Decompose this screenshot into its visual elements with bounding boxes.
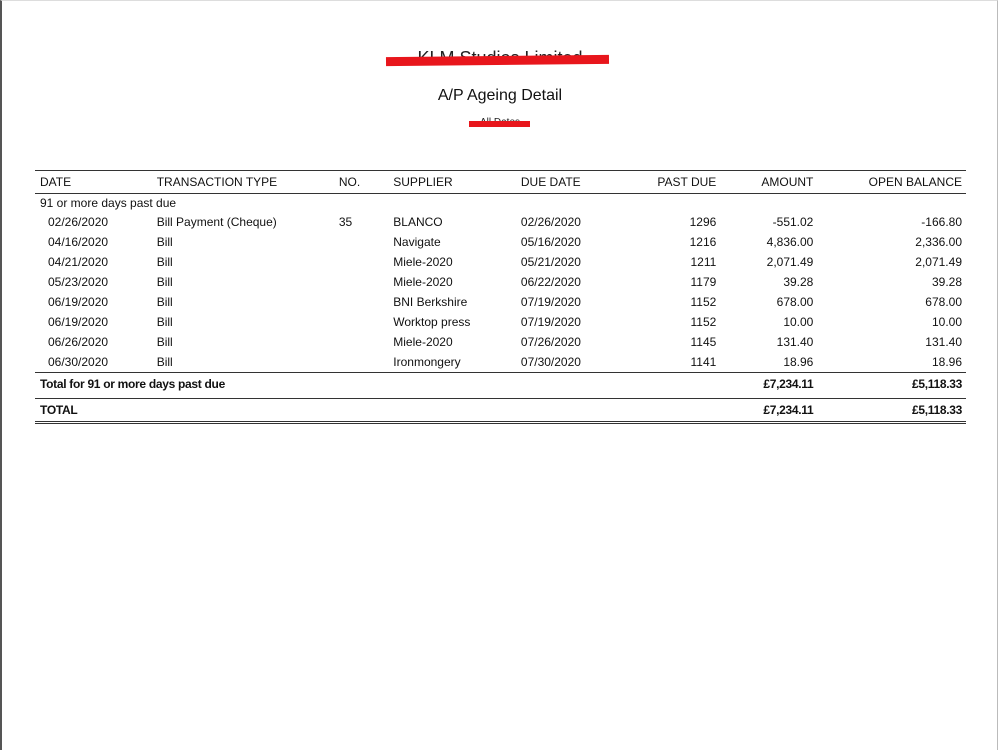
subtotal-row bbox=[35, 373, 966, 396]
cell-no bbox=[339, 232, 393, 252]
subtotal-past-due bbox=[619, 373, 720, 396]
redaction-mark bbox=[469, 121, 530, 127]
cell-date: 04/16/2020 bbox=[48, 235, 109, 249]
cell-amount: 39.28 bbox=[783, 275, 814, 289]
cell-date: 05/23/2020 bbox=[48, 275, 109, 289]
cell-date: 06/19/2020 bbox=[48, 295, 109, 309]
cell-open-balance: 2,336.00 bbox=[915, 235, 962, 249]
col-supplier[interactable]: SUPPLIER bbox=[393, 171, 521, 194]
cell-no bbox=[339, 252, 393, 272]
cell-open-balance: 678.00 bbox=[925, 295, 962, 309]
cell-supplier: Miele-2020 bbox=[393, 255, 453, 269]
total-past-due bbox=[619, 399, 720, 423]
table-row[interactable] bbox=[35, 232, 966, 252]
cell-transaction-type[interactable]: Bill bbox=[156, 295, 173, 309]
cell-due-date: 07/19/2020 bbox=[520, 315, 581, 329]
cell-due-date: 06/22/2020 bbox=[520, 275, 581, 289]
cell-open-balance: 131.40 bbox=[925, 335, 962, 349]
cell-transaction-type[interactable]: Bill bbox=[156, 315, 173, 329]
cell-transaction-type[interactable]: Bill bbox=[156, 275, 173, 289]
cell-due-date: 02/26/2020 bbox=[520, 215, 581, 229]
cell-amount: 678.00 bbox=[776, 295, 814, 309]
cell-amount: 2,071.49 bbox=[766, 255, 814, 269]
cell-open-balance: 10.00 bbox=[931, 315, 962, 329]
cell-past-due: 1145 bbox=[690, 335, 717, 349]
col-due-date[interactable]: DUE DATE bbox=[521, 171, 619, 194]
cell-past-due: 1216 bbox=[689, 235, 717, 249]
cell-transaction-type[interactable]: Bill bbox=[156, 255, 173, 269]
cell-date: 06/26/2020 bbox=[48, 335, 109, 349]
table-row[interactable] bbox=[35, 332, 966, 352]
table-row[interactable] bbox=[35, 252, 966, 272]
table-row[interactable] bbox=[35, 212, 966, 232]
cell-past-due: 1152 bbox=[690, 315, 717, 329]
subtotal-open-balance: £5,118.33 bbox=[817, 373, 966, 396]
col-no[interactable]: NO. bbox=[339, 171, 393, 194]
cell-supplier: BNI Berkshire bbox=[393, 295, 468, 309]
cell-no bbox=[339, 312, 393, 332]
cell-past-due: 1296 bbox=[689, 215, 717, 229]
group-header-row bbox=[35, 194, 966, 213]
total-label: TOTAL bbox=[35, 399, 619, 423]
cell-no bbox=[339, 272, 393, 292]
cell-amount: 4,836.00 bbox=[766, 235, 814, 249]
cell-supplier: Ironmongery bbox=[393, 355, 461, 369]
cell-date: 06/30/2020 bbox=[48, 355, 109, 369]
cell-amount: 18.96 bbox=[783, 355, 814, 369]
group-label[interactable]: 91 or more days past due bbox=[40, 196, 177, 210]
ageing-table bbox=[35, 170, 966, 424]
cell-due-date: 07/30/2020 bbox=[520, 355, 581, 369]
table-row[interactable] bbox=[35, 352, 966, 373]
cell-date: 06/19/2020 bbox=[48, 315, 109, 329]
cell-due-date: 07/26/2020 bbox=[520, 335, 581, 349]
cell-open-balance: 18.96 bbox=[931, 355, 962, 369]
cell-past-due: 1179 bbox=[690, 275, 717, 289]
cell-amount: 10.00 bbox=[783, 315, 814, 329]
cell-no bbox=[339, 352, 393, 373]
cell-transaction-type[interactable]: Bill Payment (Cheque) bbox=[156, 215, 277, 229]
cell-transaction-type[interactable]: Bill bbox=[156, 335, 173, 349]
cell-open-balance: 39.28 bbox=[931, 275, 962, 289]
col-amount[interactable]: AMOUNT bbox=[720, 171, 817, 194]
cell-transaction-type[interactable]: Bill bbox=[156, 235, 173, 249]
header-row bbox=[35, 171, 966, 194]
cell-due-date: 05/16/2020 bbox=[520, 235, 581, 249]
cell-past-due: 1152 bbox=[690, 295, 717, 309]
cell-amount: -551.02 bbox=[772, 215, 814, 229]
table-row[interactable] bbox=[35, 312, 966, 332]
cell-date: 04/21/2020 bbox=[48, 255, 109, 269]
col-past-due[interactable]: PAST DUE bbox=[619, 171, 720, 194]
cell-due-date: 07/19/2020 bbox=[520, 295, 581, 309]
cell-past-due: 1141 bbox=[690, 355, 717, 369]
cell-no: 35 bbox=[338, 215, 353, 229]
cell-past-due: 1211 bbox=[690, 255, 717, 269]
cell-date: 02/26/2020 bbox=[48, 215, 109, 229]
total-open-balance: £5,118.33 bbox=[817, 399, 966, 423]
cell-no bbox=[339, 292, 393, 312]
cell-supplier: Miele-2020 bbox=[393, 335, 453, 349]
col-open-balance[interactable]: OPEN BALANCE bbox=[817, 171, 966, 194]
table-row[interactable] bbox=[35, 272, 966, 292]
cell-due-date: 05/21/2020 bbox=[520, 255, 581, 269]
total-amount: £7,234.11 bbox=[720, 399, 817, 423]
grand-total-row bbox=[35, 399, 966, 423]
subtotal-amount: £7,234.11 bbox=[720, 373, 817, 396]
cell-supplier: Navigate bbox=[393, 235, 441, 249]
cell-supplier: BLANCO bbox=[393, 215, 443, 229]
report-title: A/P Ageing Detail bbox=[437, 87, 563, 104]
col-date[interactable]: DATE bbox=[35, 171, 157, 194]
col-transaction-type[interactable]: TRANSACTION TYPE bbox=[157, 171, 339, 194]
table-row[interactable] bbox=[35, 292, 966, 312]
cell-open-balance: -166.80 bbox=[921, 215, 962, 229]
cell-transaction-type[interactable]: Bill bbox=[156, 355, 173, 369]
subtotal-label: Total for 91 or more days past due bbox=[35, 373, 619, 396]
cell-supplier: Miele-2020 bbox=[393, 275, 453, 289]
cell-no bbox=[339, 332, 393, 352]
cell-amount: 131.40 bbox=[776, 335, 814, 349]
cell-open-balance: 2,071.49 bbox=[915, 255, 962, 269]
cell-supplier: Worktop press bbox=[393, 315, 471, 329]
